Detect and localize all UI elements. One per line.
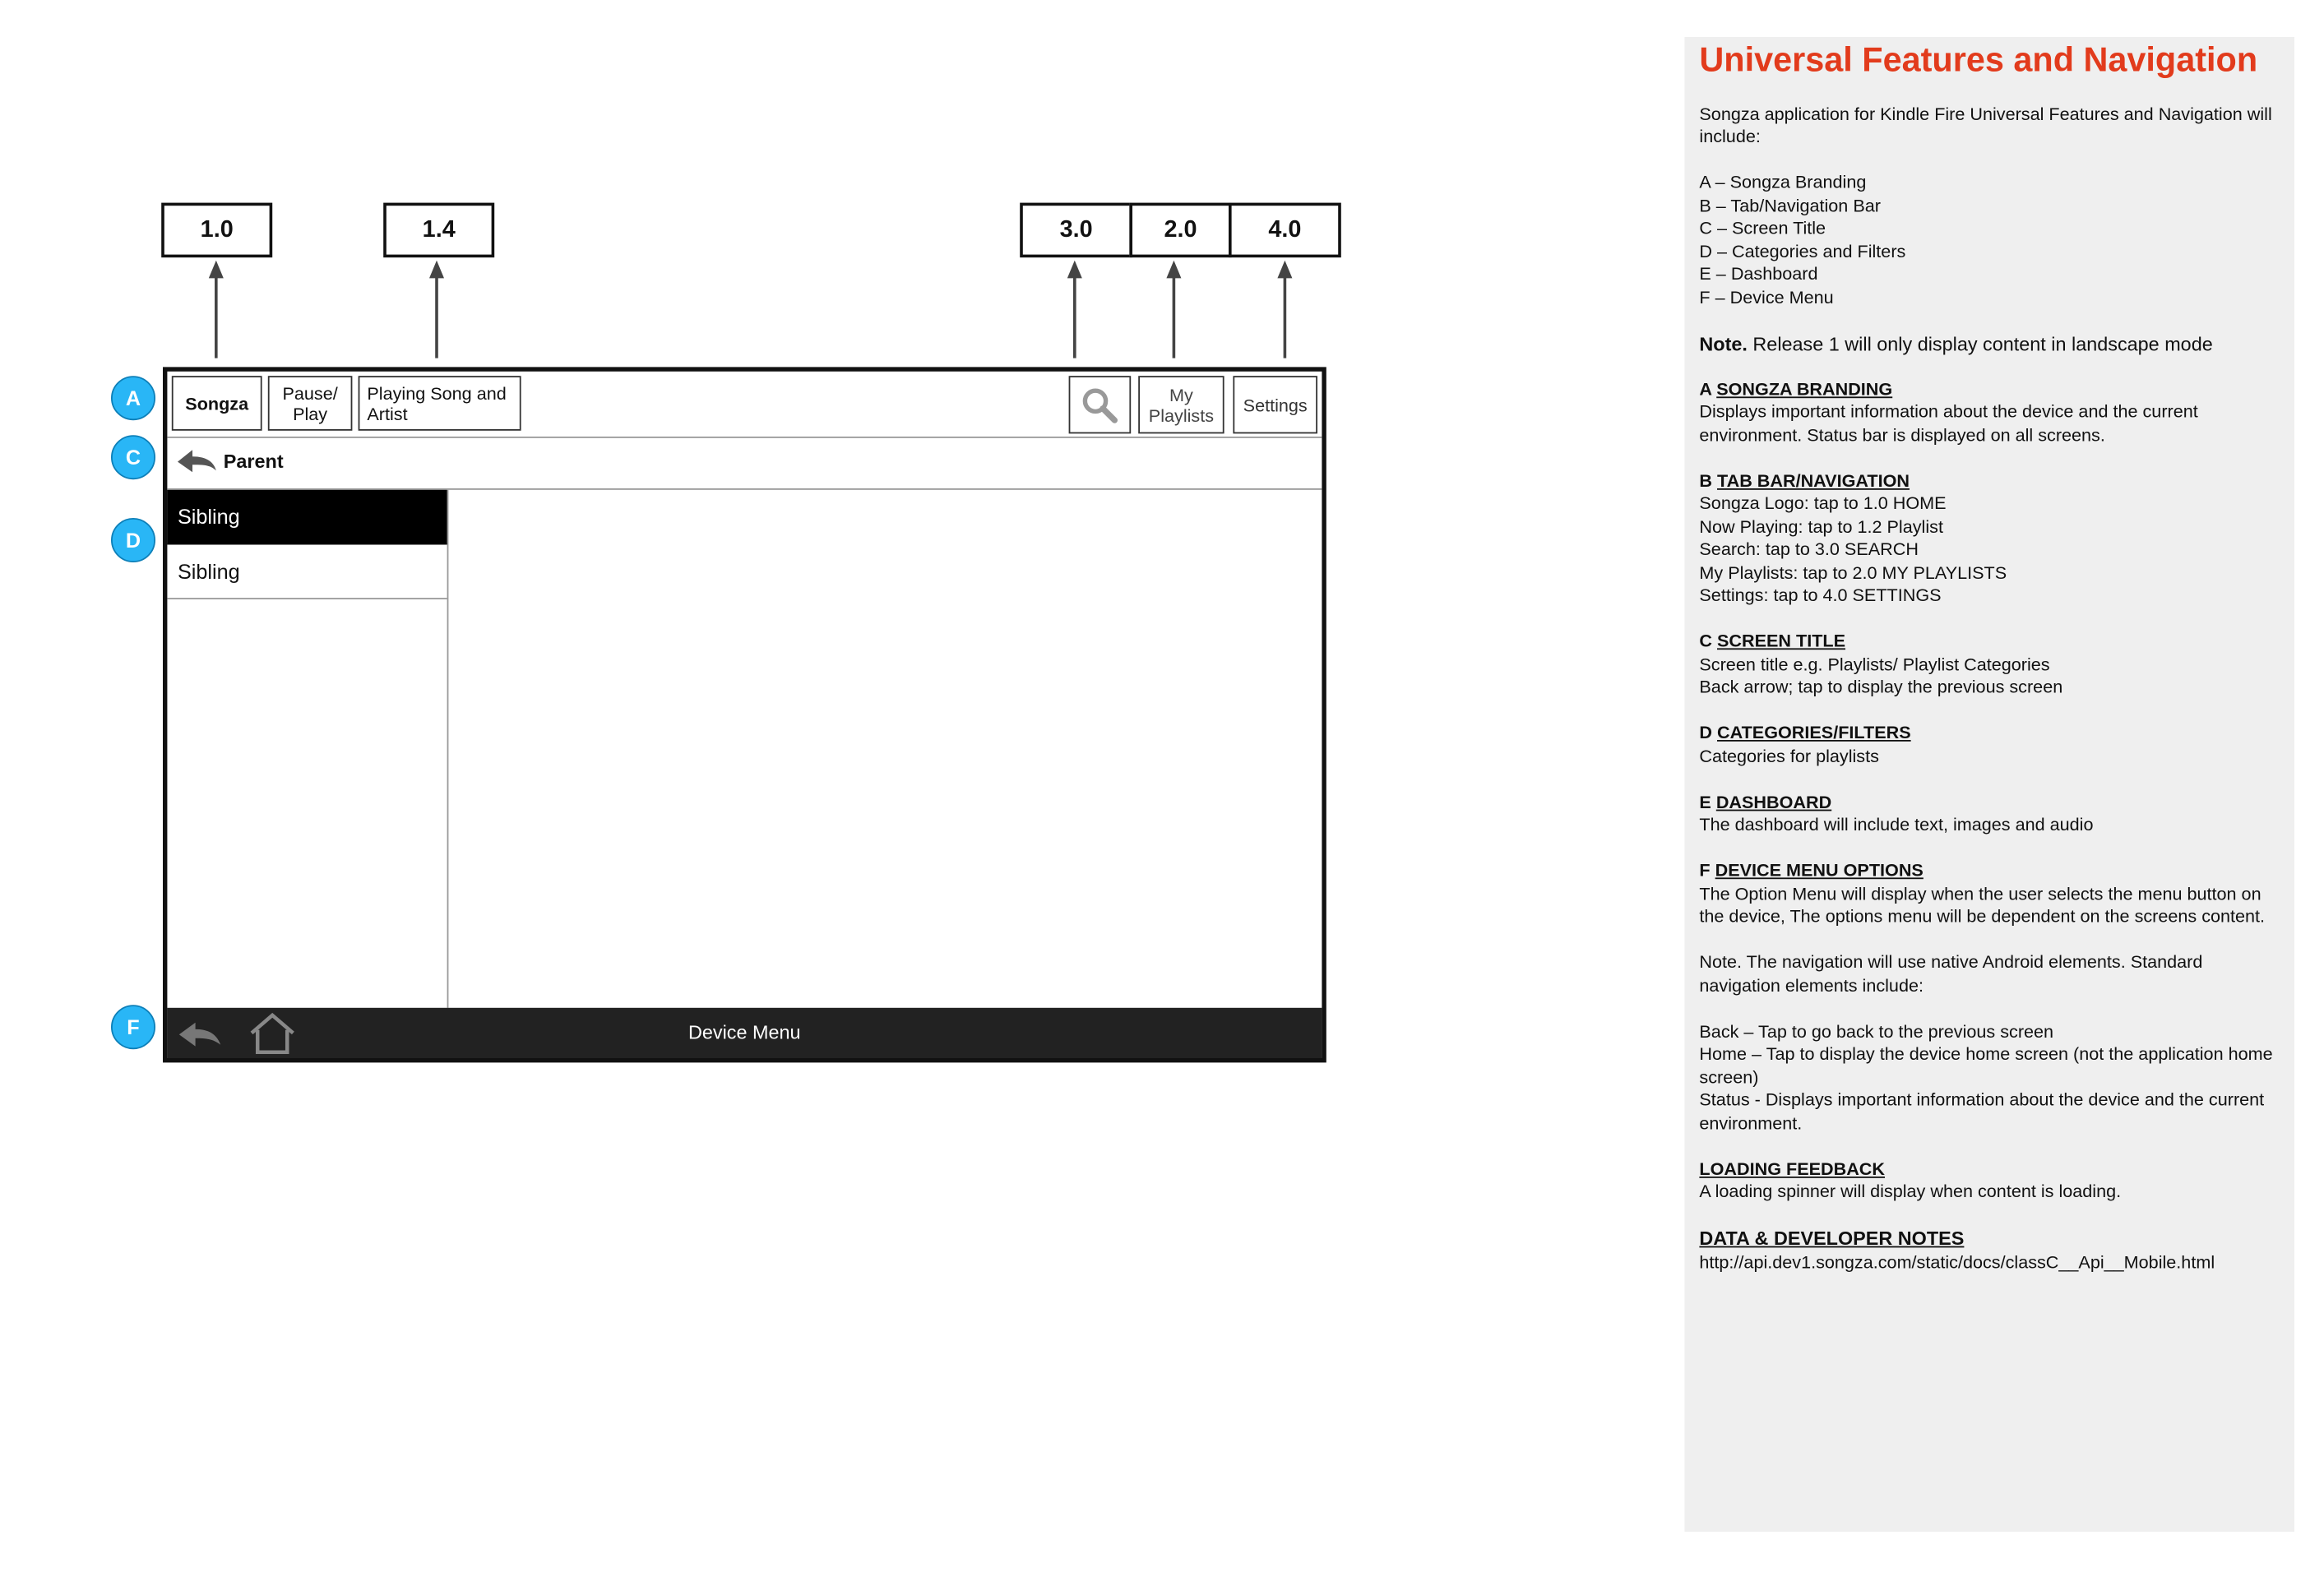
section-a [1699, 378, 2280, 447]
list-item: F – Device Menu [1699, 286, 1834, 307]
section-line: Now Playing: tap to 1.2 Playlist [1699, 516, 1943, 537]
list-item: Status - Displays important information about the device and the current environment. [1699, 1089, 2265, 1133]
callout-now-playing: 1.4 [383, 203, 494, 258]
arrow-line [1073, 275, 1076, 358]
section-title: DASHBOARD [1715, 791, 1832, 812]
notes-title: Universal Features and Navigation [1699, 39, 2258, 79]
device-menu-label: Device Menu [688, 1021, 801, 1043]
list-item: D – Categories and Filters [1699, 240, 1906, 261]
magnifier-icon [1081, 386, 1119, 424]
section-title: SCREEN TITLE [1717, 630, 1846, 651]
list-item: B – Tab/Navigation Bar [1699, 194, 1881, 215]
section-title: CATEGORIES/FILTERS [1717, 722, 1911, 743]
now-playing-button[interactable] [359, 376, 521, 431]
section-letter: B [1699, 469, 1717, 491]
section-line: My Playlists: tap to 2.0 MY PLAYLISTS [1699, 562, 2007, 583]
section-title: TAB BAR/NAVIGATION [1717, 469, 1910, 491]
callout-home: 1.0 [161, 203, 272, 258]
callout-my-playlists: 2.0 [1129, 203, 1231, 258]
sidebar-item[interactable]: Sibling [167, 544, 447, 599]
screen-title: Parent [223, 450, 284, 473]
section-title: SONGZA BRANDING [1716, 377, 1893, 400]
section-line: Displays important information about the device and the current environment. Status bar is displayed on all screens. [1699, 400, 2198, 445]
dashboard [448, 490, 1322, 1008]
badge-c: C [111, 435, 155, 479]
section-b [1699, 470, 2280, 608]
section-line: Back arrow; tap to display the previous screen [1699, 676, 2063, 697]
songza-logo-button[interactable]: Songza [172, 376, 262, 431]
section-e [1699, 791, 2280, 837]
home-icon[interactable] [248, 1010, 298, 1055]
callout-settings: 4.0 [1229, 203, 1341, 258]
badge-a: A [111, 376, 155, 420]
nav-note: Note. The navigation will use native Android elements. Standard navigation elements include: [1699, 951, 2203, 996]
callout-search: 3.0 [1020, 203, 1132, 258]
pause-play-button[interactable]: Pause/ Play [268, 376, 353, 431]
categories-sidebar [167, 490, 448, 1008]
screen-title-bar [167, 437, 1322, 490]
arrow-line [435, 275, 438, 358]
section-line: Screen title e.g. Playlists/ Playlist Categories [1699, 653, 2050, 674]
notes-panel [1684, 37, 2294, 1532]
note-text: Release 1 will only display content in landscape mode [1747, 332, 2213, 355]
list-item: Back – Tap to go back to the previous screen [1699, 1020, 2054, 1042]
device-menu-bar [167, 1008, 1322, 1058]
arrow-line [1173, 275, 1176, 358]
section-letter: A [1699, 377, 1717, 400]
section-c [1699, 631, 2280, 700]
search-button[interactable] [1069, 376, 1132, 433]
my-playlists-button[interactable]: My Playlists [1138, 376, 1224, 433]
section-title: DATA & DEVELOPER NOTES [1699, 1227, 1965, 1250]
section-line: The dashboard will include text, images and audio [1699, 814, 2094, 835]
section-d [1699, 722, 2280, 768]
section-line: Songza Logo: tap to 1.0 HOME [1699, 492, 1947, 514]
api-docs-link[interactable]: http://api.dev1.songza.com/static/docs/classC__Api__Mobile.html [1699, 1251, 2215, 1273]
arrow-line [1284, 275, 1287, 358]
back-arrow-icon[interactable] [176, 1019, 224, 1049]
device-frame [163, 367, 1326, 1062]
now-playing-label: Playing Song and Artist [367, 382, 507, 424]
section-title: DEVICE MENU OPTIONS [1715, 859, 1924, 881]
badge-d: D [111, 518, 155, 562]
section-title: LOADING FEEDBACK [1699, 1158, 1886, 1179]
settings-button[interactable]: Settings [1233, 376, 1317, 433]
section-letter: D [1699, 722, 1717, 743]
feature-list [1699, 172, 2280, 309]
badge-f: F [111, 1005, 155, 1049]
loading-section [1699, 1158, 2280, 1204]
section-line: Settings: tap to 4.0 SETTINGS [1699, 585, 1942, 606]
note-label: Note. [1699, 332, 1748, 355]
notes-intro: Songza application for Kindle Fire Universal Features and Navigation will include: [1699, 103, 2272, 147]
section-letter: C [1699, 630, 1717, 651]
list-item: E – Dashboard [1699, 263, 1818, 284]
section-line: Categories for playlists [1699, 745, 1879, 766]
dev-notes-section [1699, 1227, 2280, 1274]
list-item: C – Screen Title [1699, 217, 1826, 238]
section-line: Search: tap to 3.0 SEARCH [1699, 539, 1919, 560]
arrow-line [215, 275, 218, 358]
list-item: A – Songza Branding [1699, 171, 1867, 192]
list-item: Home – Tap to display the device home screen (not the application home screen) [1699, 1043, 2273, 1088]
section-line: A loading spinner will display when content is loading. [1699, 1181, 2122, 1202]
landscape-note [1699, 332, 2280, 355]
sidebar-item-selected[interactable]: Sibling [167, 490, 447, 545]
back-arrow-icon[interactable] [174, 447, 219, 477]
nav-items [1699, 1020, 2280, 1135]
section-letter: E [1699, 791, 1716, 812]
section-line: The Option Menu will display when the user selects the menu button on the device, The options menu will be dependent on the screens content. [1699, 882, 2266, 927]
section-f [1699, 860, 2280, 929]
section-letter: F [1699, 859, 1715, 881]
